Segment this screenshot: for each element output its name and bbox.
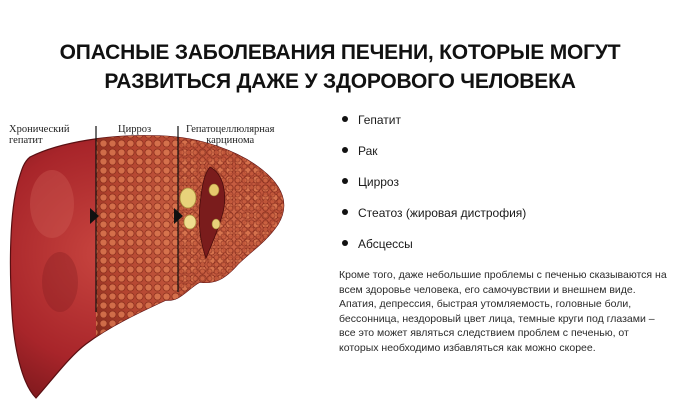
bullet-icon: [342, 178, 348, 184]
list-item: Цирроз: [340, 175, 526, 206]
bullet-icon: [342, 147, 348, 153]
label-cirrhosis: Цирроз: [118, 124, 152, 135]
bullet-icon: [342, 209, 348, 215]
title-line-2: РАЗВИТЬСЯ ДАЖЕ У ЗДОРОВОГО ЧЕЛОВЕКА: [104, 70, 576, 93]
list-item: Стеатоз (жировая дистрофия): [340, 206, 526, 237]
bullet-icon: [342, 240, 348, 246]
page-title: [0, 38, 680, 96]
list-item: Абсцессы: [340, 237, 526, 268]
label-carcinoma: Гепатоцеллюлярная карцинома: [186, 124, 275, 146]
list-item: Гепатит: [340, 113, 526, 144]
list-item: Рак: [340, 144, 526, 175]
liver-drawing: [0, 112, 320, 402]
label-chronic-hepatitis: Хронический гепатит: [9, 124, 70, 146]
description-paragraph: Кроме того, даже небольшие проблемы с печенью сказываются на всем здоровье человека, его самочувствии и внешнем виде. Апатия, депрессия, быстрая утомляемость, головные боли, бессонница, нездоровый цвет лица, темные круги под глазами – все это может являться следствием проблем с печенью, от которых необходимо избавляться как можно скорее.: [339, 269, 667, 354]
liver-illustration: [0, 112, 320, 402]
title-line-1: ОПАСНЫЕ ЗАБОЛЕВАНИЯ ПЕЧЕНИ, КОТОРЫЕ МОГУТ: [59, 41, 621, 64]
bullet-icon: [342, 116, 348, 122]
disease-list: [340, 113, 526, 268]
